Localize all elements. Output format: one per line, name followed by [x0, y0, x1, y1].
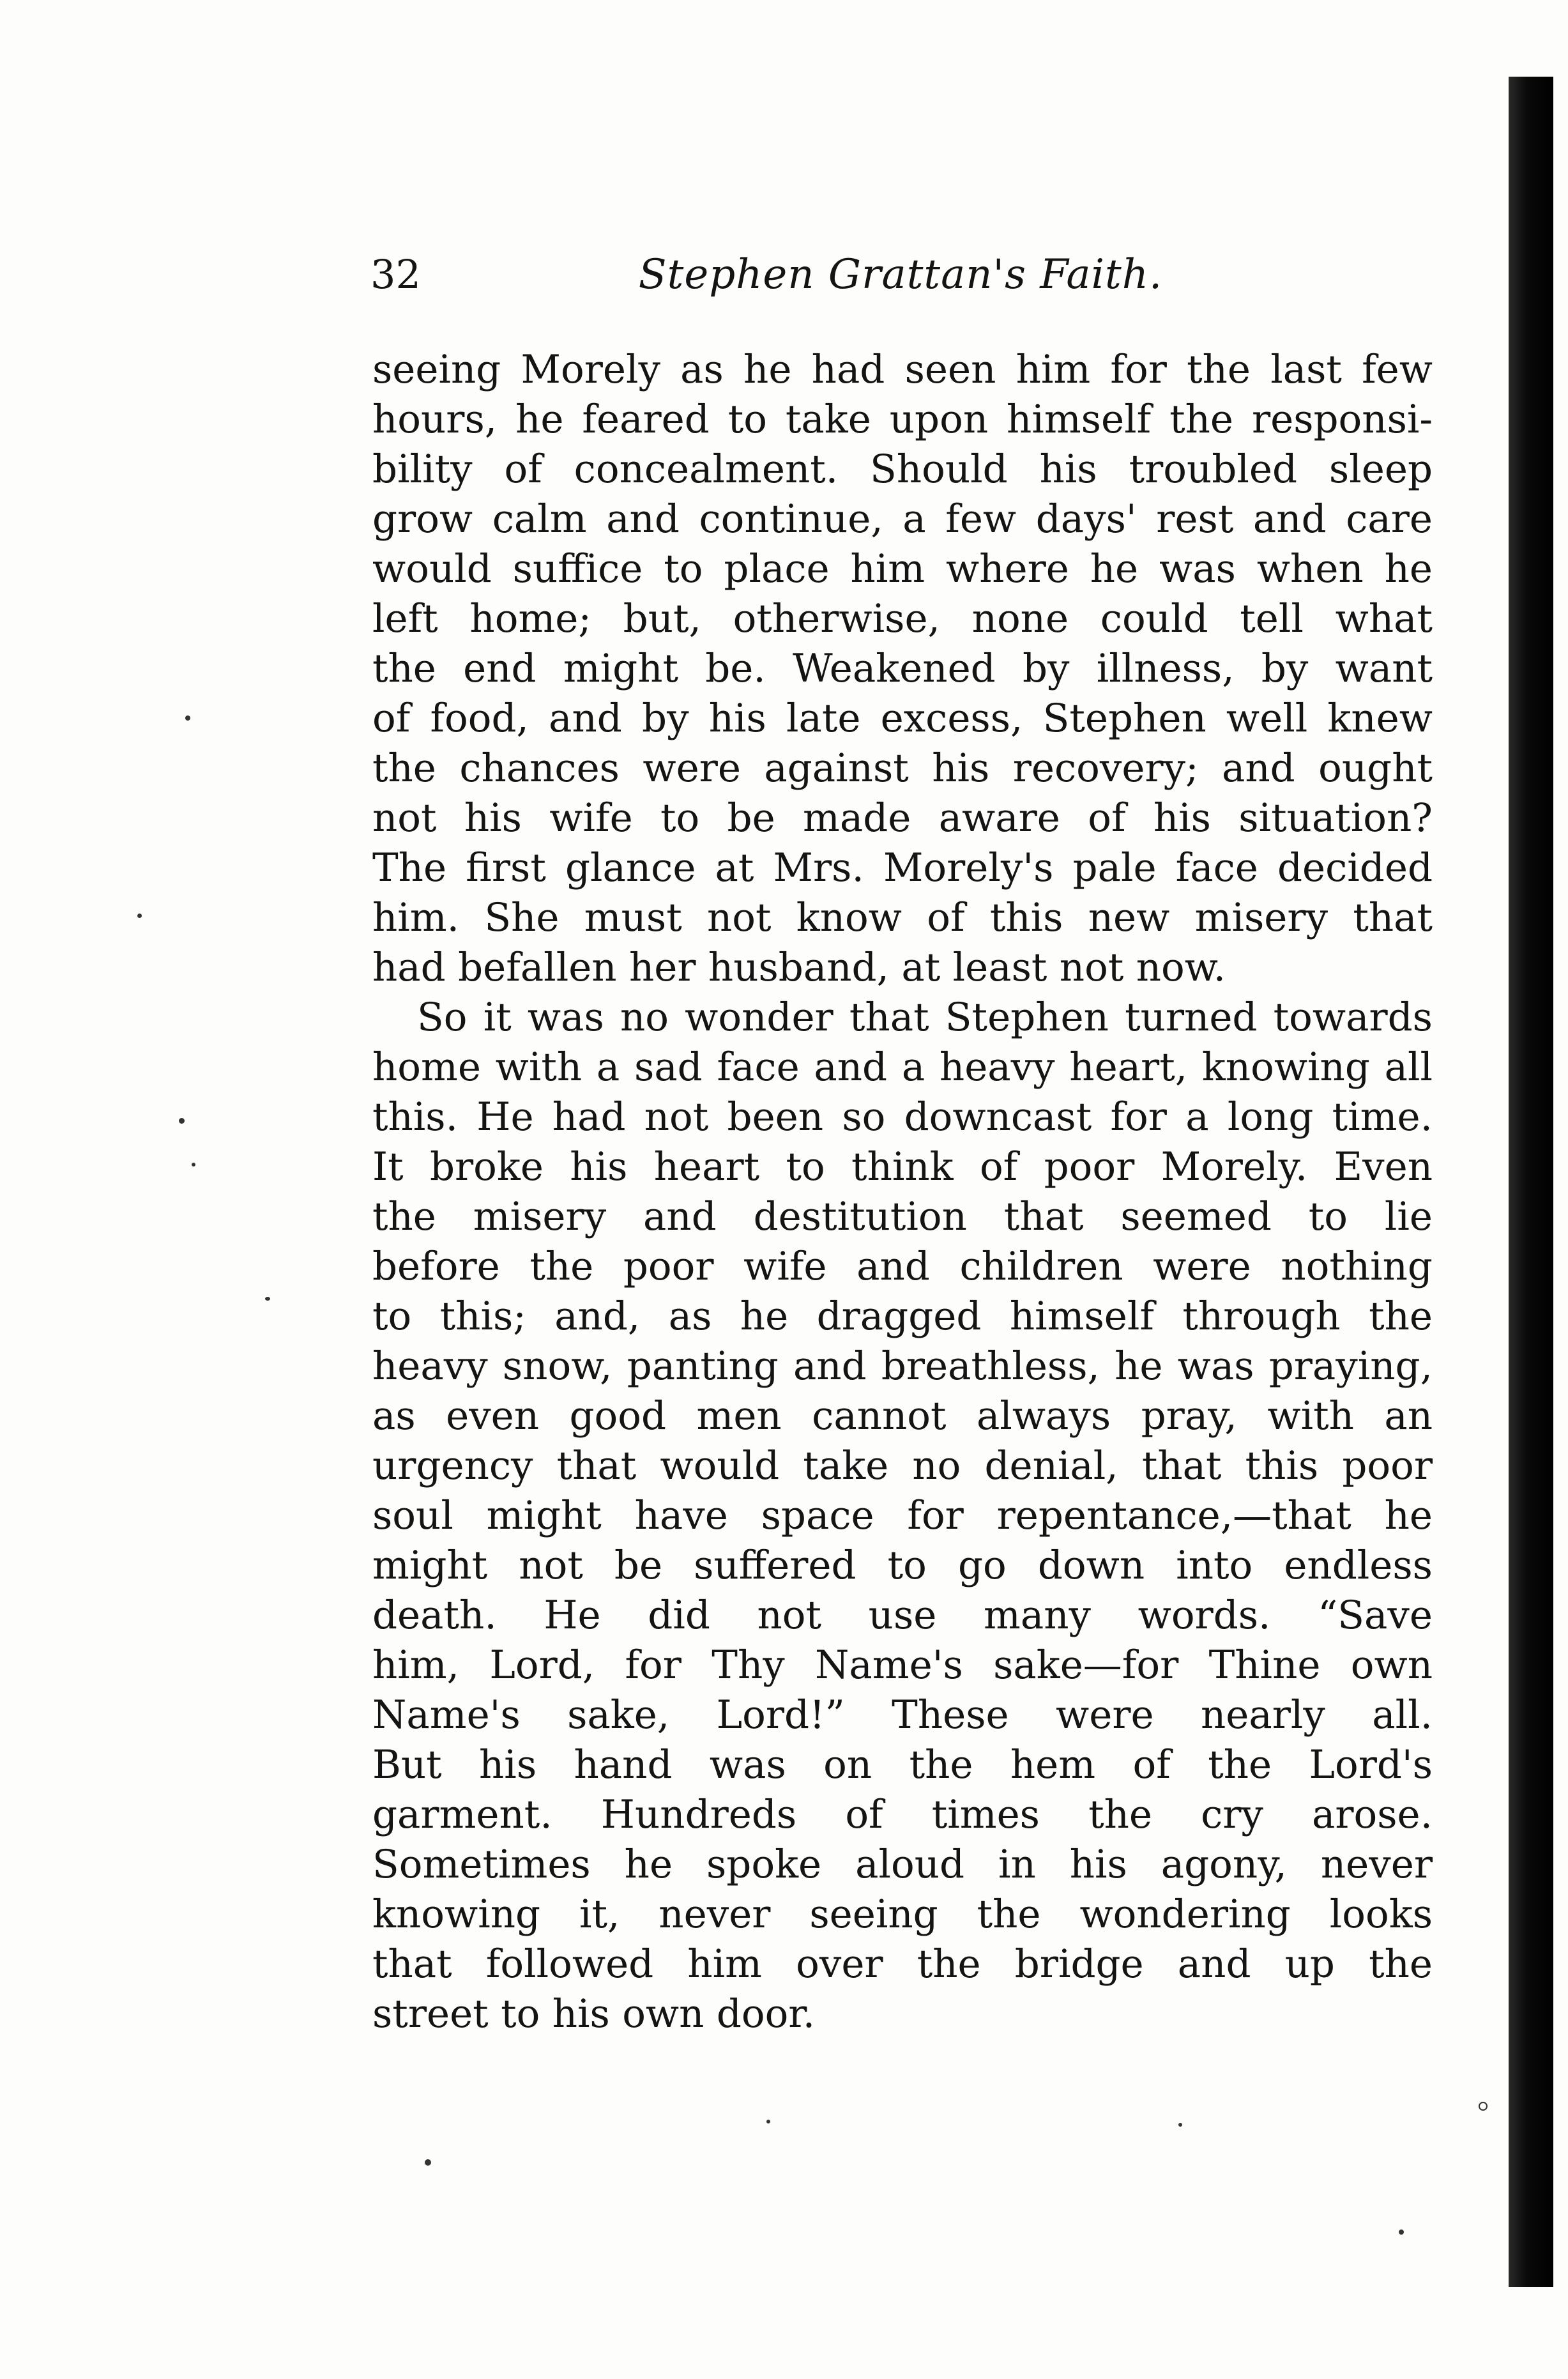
scan-speck — [1178, 2123, 1182, 2127]
text-line: So it was no wonder that Stephen turned towards — [417, 995, 1433, 1040]
scan-speck — [1399, 2230, 1404, 2235]
text-line: knowing it, never seeing the wondering looks — [372, 1892, 1433, 1937]
text-line: heavy snow, panting and breathless, he was praying, — [372, 1343, 1433, 1389]
text-line: street to his own door. — [372, 1991, 816, 2037]
text-line: urgency that would take no denial, that this poor — [372, 1443, 1433, 1488]
text-line: But his hand was on the hem of the Lord's — [372, 1742, 1433, 1787]
text-line: bility of concealment. Should his troubled sleep — [372, 447, 1433, 492]
text-line: death. He did not use many words. “Save — [372, 1593, 1433, 1638]
text-line: The first glance at Mrs. Morely's pale face decided — [372, 845, 1433, 891]
text-line: soul might have space for repentance,—that he — [372, 1493, 1433, 1538]
scan-speck — [192, 1163, 195, 1167]
text-line: seeing Morely as he had seen him for the last few — [372, 347, 1433, 392]
scan-speck — [185, 715, 190, 721]
text-line: home with a sad face and a heavy heart, knowing all — [372, 1044, 1433, 1090]
page-header — [370, 246, 1431, 303]
text-line: might not be suffered to go down into endless — [372, 1543, 1433, 1588]
scan-speck — [1479, 2102, 1488, 2111]
text-line: as even good men cannot always pray, with an — [372, 1393, 1433, 1439]
text-line: left home; but, otherwise, none could tell what — [372, 596, 1433, 641]
scan-speck — [425, 2159, 431, 2166]
running-title: Stephen Grattan's Faith. — [638, 251, 1163, 298]
text-line: him. She must not know of this new misery that — [372, 895, 1433, 940]
text-line: of food, and by his late excess, Stephen well knew — [372, 696, 1433, 741]
text-line: that followed him over the bridge and up the — [372, 1941, 1433, 1987]
text-line: Name's sake, Lord!” These were nearly all. — [372, 1692, 1433, 1738]
text-line: this. He had not been so downcast for a long time. — [372, 1094, 1433, 1140]
text-line: would suffice to place him where he was when he — [372, 546, 1433, 592]
paragraph-2 — [372, 993, 1433, 2039]
text-line: before the poor wife and children were nothing — [372, 1244, 1433, 1289]
text-line: had befallen her husband, at least not now. — [372, 945, 1226, 990]
scan-speck — [766, 2120, 770, 2123]
paragraph-1 — [372, 345, 1433, 993]
text-line: It broke his heart to think of poor Morely. Even — [372, 1144, 1433, 1190]
text-line: grow calm and continue, a few days' rest and care — [372, 496, 1433, 542]
text-line: hours, he feared to take upon himself the responsi- — [372, 397, 1433, 442]
text-line: the chances were against his recovery; and ought — [372, 746, 1433, 791]
text-line: him, Lord, for Thy Name's sake—for Thine own — [372, 1642, 1433, 1688]
scan-speck — [137, 914, 142, 918]
text-line: to this; and, as he dragged himself through the — [372, 1294, 1433, 1339]
scan-speck — [265, 1297, 270, 1301]
text-line: Sometimes he spoke aloud in his agony, never — [372, 1842, 1433, 1887]
binding-edge-shadow — [1509, 77, 1553, 2287]
body-text — [372, 345, 1433, 2039]
text-line: not his wife to be made aware of his situation? — [372, 795, 1433, 841]
text-line: the misery and destitution that seemed to lie — [372, 1194, 1433, 1239]
scan-speck — [179, 1118, 185, 1124]
page-number: 32 — [370, 251, 421, 298]
text-line: the end might be. Weakened by illness, by want — [372, 646, 1433, 691]
text-line: garment. Hundreds of times the cry arose. — [372, 1792, 1433, 1837]
